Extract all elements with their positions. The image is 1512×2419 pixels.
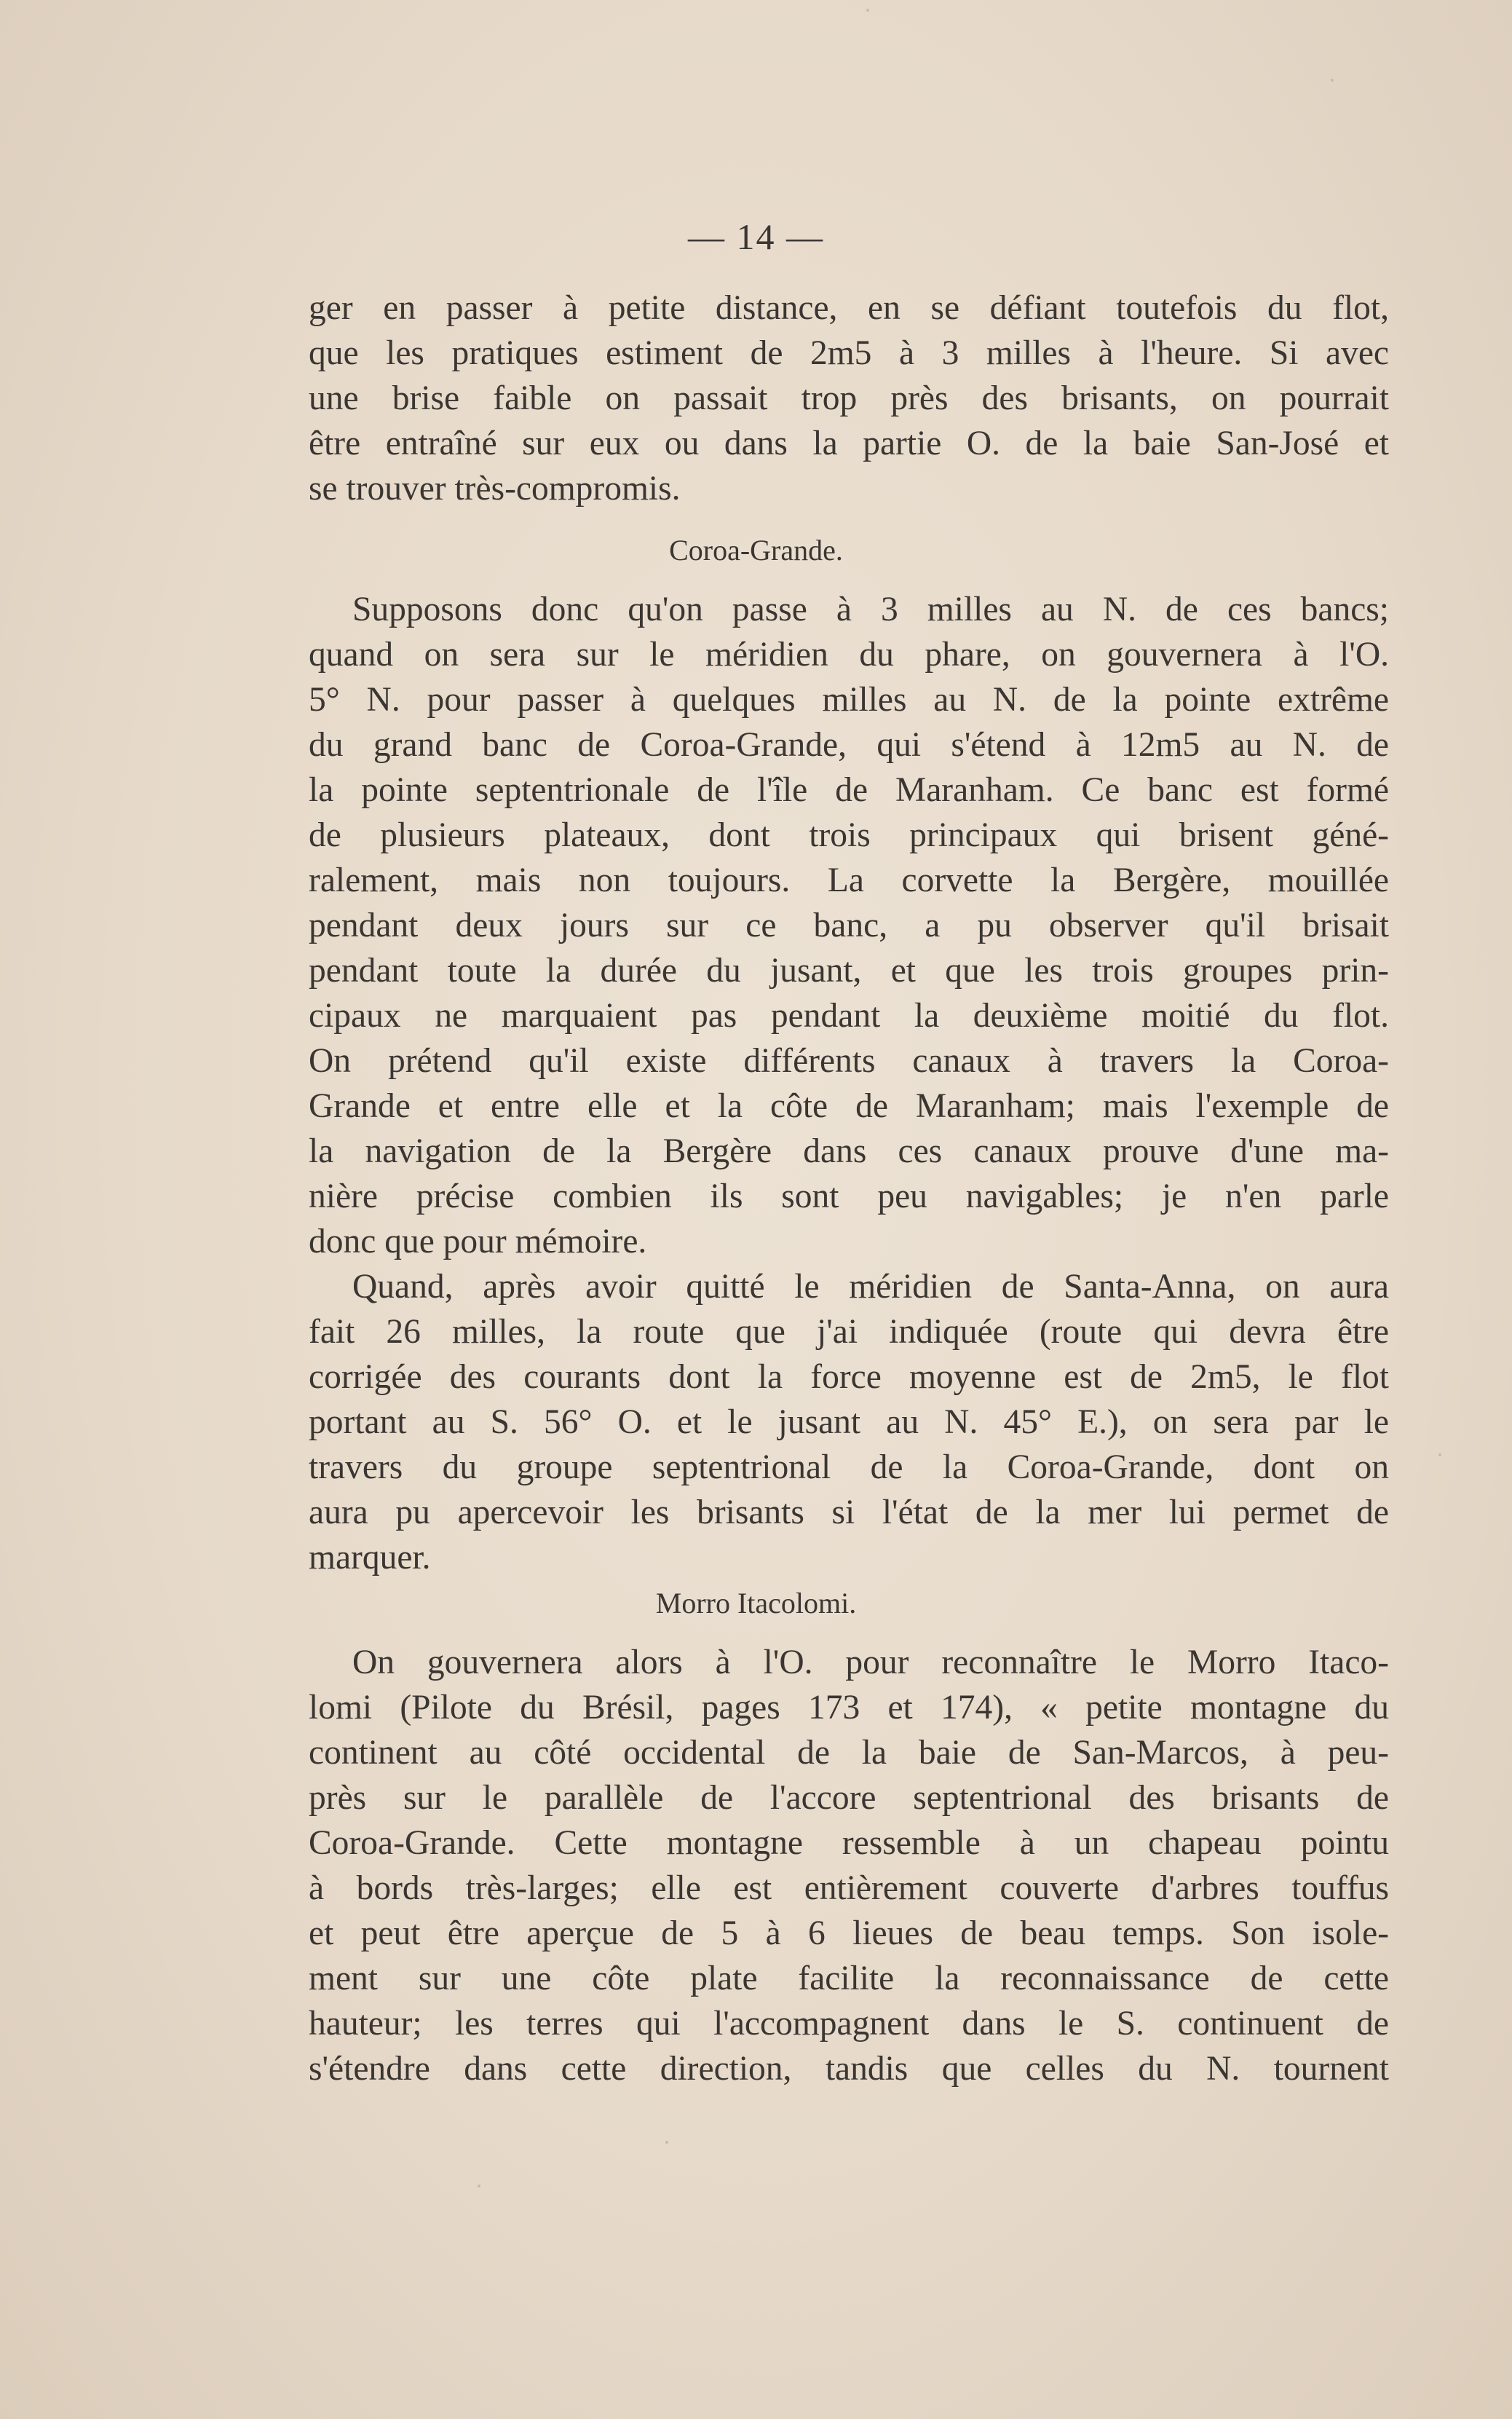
paper-speck [478,2185,480,2187]
paper-speck [866,9,869,12]
text-line: fait 26 milles, la route que j'ai indiquée (route qui devra être [309,1313,1389,1351]
paper-speck [665,2141,668,2144]
page-number: — 14 — [688,216,824,257]
text-line: continent au côté occidental de la baie de San-Marcos, à peu- [309,1734,1389,1772]
text-line: corrigée des courants dont la force moyenne est de 2m5, le flot [309,1358,1389,1396]
text-line: 5° N. pour passer à quelques milles au N. de la pointe extrême [309,681,1389,719]
text-line: ralement, mais non toujours. La corvette la Bergère, mouillée [309,861,1389,899]
text-line: et peut être aperçue de 5 à 6 lieues de beau temps. Son isole- [309,1914,1389,1952]
text-line: On prétend qu'il existe différents canaux à travers la Coroa- [309,1042,1389,1080]
text-line: ger en passer à petite distance, en se défiant toutefois du flot, [309,289,1389,327]
text-line: Grande et entre elle et la côte de Maranham; mais l'exemple de [309,1087,1389,1125]
text-line: donc que pour mémoire. [309,1223,647,1260]
text-line: Quand, après avoir quitté le méridien de Santa-Anna, on aura [352,1268,1389,1306]
text-line: hauteur; les terres qui l'accompagnent dans le S. continuent de [309,2005,1389,2043]
text-line: ment sur une côte plate facilite la reconnaissance de cette [309,1960,1389,1997]
text-line: s'étendre dans cette direction, tandis que celles du N. tournent [309,2050,1389,2088]
text-line: Supposons donc qu'on passe à 3 milles au N. de ces bancs; [352,591,1389,628]
paragraph-santa-anna [309,1264,1389,1580]
text-line: marquer. [309,1539,431,1577]
text-line: aura pu apercevoir les brisants si l'état de la mer lui permet de [309,1493,1389,1531]
text-line: près sur le parallèle de l'accore septentrional des brisants de [309,1779,1389,1817]
paragraph-coroa-grande [309,587,1389,1264]
paper-speck [1438,1453,1441,1456]
text-line: se trouver très-compromis. [309,470,681,508]
text-line: quand on sera sur le méridien du phare, on gouvernera à l'O. [309,636,1389,674]
text-line: que les pratiques estiment de 2m5 à 3 milles à l'heure. Si avec [309,334,1389,372]
text-line: une brise faible on passait trop près des brisants, on pourrait [309,379,1389,417]
text-line: la pointe septentrionale de l'île de Maranham. Ce banc est formé [309,771,1389,809]
text-line: la navigation de la Bergère dans ces canaux prouve d'une ma- [309,1132,1389,1170]
text-line: à bords très-larges; elle est entièrement couverte d'arbres touffus [309,1869,1389,1907]
text-line: Coroa-Grande. Cette montagne ressemble à un chapeau pointu [309,1824,1389,1862]
text-line: cipaux ne marquaient pas pendant la deuxième moitié du flot. [309,997,1389,1035]
paragraph-morro-itacolomi [309,1640,1389,2091]
text-line: portant au S. 56° O. et le jusant au N. 45° E.), on sera par le [309,1403,1389,1441]
text-line: du grand banc de Coroa-Grande, qui s'étend à 12m5 au N. de [309,726,1389,764]
text-line: pendant toute la durée du jusant, et que les trois groupes prin- [309,952,1389,990]
text-line: nière précise combien ils sont peu navigables; je n'en parle [309,1177,1389,1215]
text-line: être entraîné sur eux ou dans la partie O. de la baie San-José et [309,425,1389,462]
text-line: travers du groupe septentrional de la Coroa-Grande, dont on [309,1448,1389,1486]
paragraph-continuation [309,285,1389,511]
paper-speck [1331,79,1334,82]
text-line: de plusieurs plateaux, dont trois principaux qui brisent géné- [309,816,1389,854]
text-line: On gouvernera alors à l'O. pour reconnaître le Morro Itaco- [352,1643,1389,1681]
text-line: pendant deux jours sur ce banc, a pu observer qu'il brisait [309,907,1389,944]
section-heading-coroa-grande: Coroa-Grande. [669,534,843,567]
text-line: lomi (Pilote du Brésil, pages 173 et 174), « petite montagne du [309,1689,1389,1727]
section-heading-morro-itacolomi: Morro Itacolomi. [655,1587,857,1619]
